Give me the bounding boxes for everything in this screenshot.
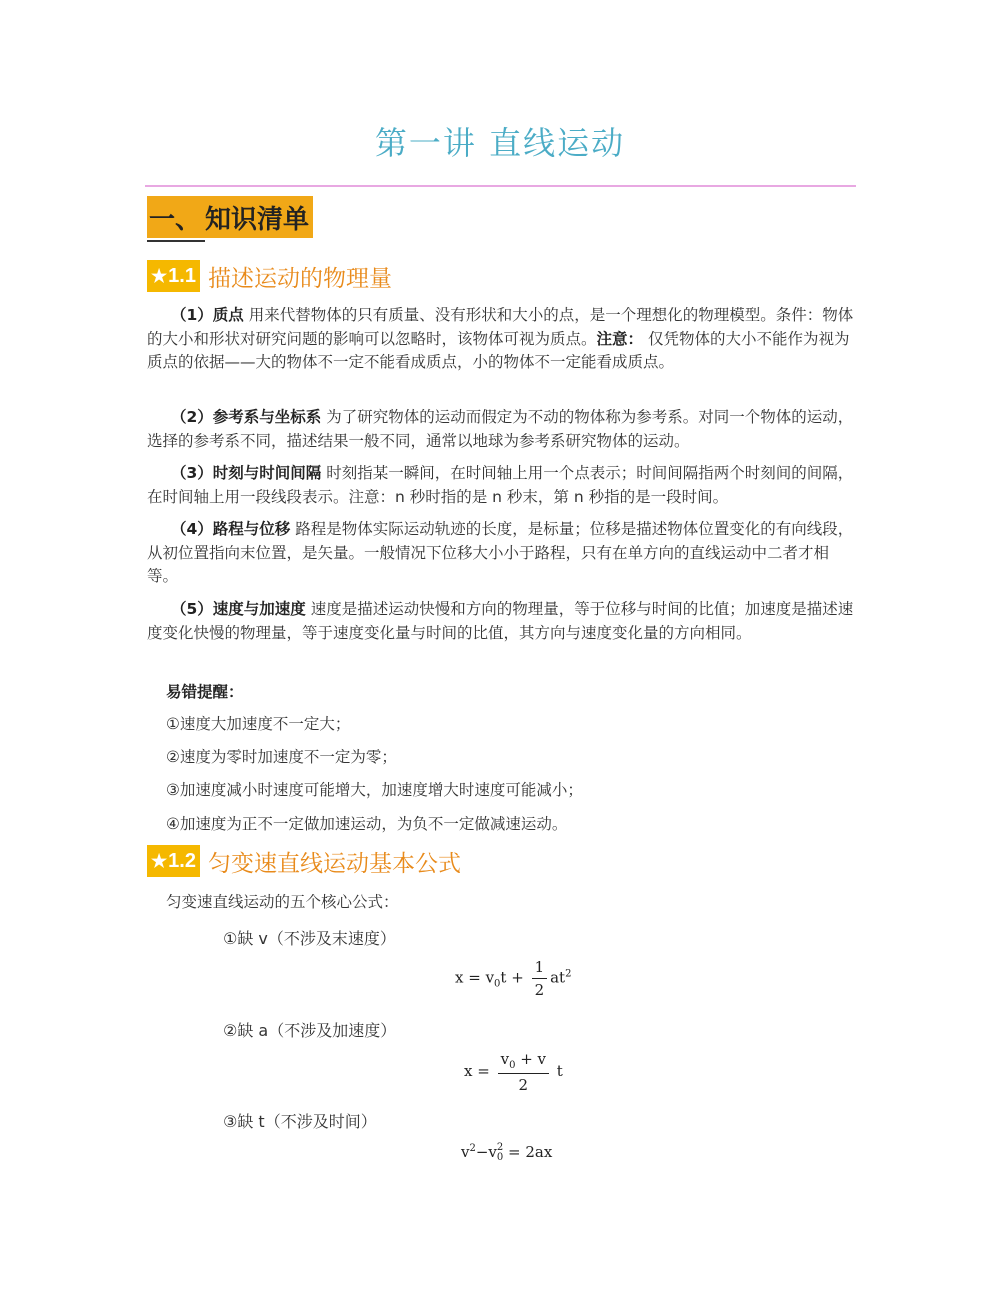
formula-2: x = $\frac{v_0 + v}{2}$ t [464,1050,563,1094]
section-number: 一、 [147,199,205,236]
section-label: 知识清单 [205,204,310,235]
star-icon: ★ [151,265,168,286]
formula-case-3: ③缺 t（不涉及时间） [223,1112,377,1131]
page-title: 第一讲 直线运动 [374,124,626,162]
paragraph-item-4: （4）路程与位移 路程是物体实际运动轨迹的长度，是标量；位移是描述物体位置变化的有向线段，从初位置指向末位置，是矢量。一般情况下位移大小小于路程，只有在单方向的直线运动中二者才相等。 [147,520,854,585]
formulas-intro: 匀变速直线运动的五个核心公式： [166,893,399,911]
tips-heading: 易错提醒： [166,683,244,701]
tip-item: ④加速度为正不一定做加速运动，为负不一定做减速运动。 [166,815,568,833]
subsection-label: 匀变速直线运动基本公式 [207,850,461,877]
paragraph-item-5: （5）速度与加速度 速度是描述运动快慢和方向的物理量，等于位移与时间的比值；加速度是描述速度变化快慢的物理量，等于速度变化量与时间的比值，其方向与速度变化量的方向相同。 [147,600,854,642]
paragraph-item-2: （2）参考系与坐标系 为了研究物体的运动而假定为不动的物体称为参考系。对同一个物体的运动，选择的参考系不同，描述结果一般不同，通常以地球为参考系研究物体的运动。 [147,408,854,450]
subsection-badge: ★ 1.1 [147,260,200,292]
title-divider [145,185,856,187]
formula-1: $x = v_0t$ + $\frac{1}{2}$ $at^2$ [455,958,572,999]
formula-case-1: ①缺 v（不涉及末速度） [223,929,396,948]
tip-item: ①速度大加速度不一定大； [166,715,351,733]
paragraph-item-1: （1）质点 用来代替物体的只有质量、没有形状和大小的点，是一个理想化的物理模型。条件：物体的大小和形状对研究问题的影响可以忽略时，该物体可视为质点。注意： 仅凭物体的大小不能作为视为质点的依据——大的物体不一定不能看成质点，小的物体不一定能看成质点。 [147,306,854,371]
tip-item: ③加速度减小时速度可能增大，加速度增大时速度可能减小； [166,781,583,799]
section-heading-knowledge-list [147,196,313,238]
subsection-heading-1-1 [147,260,392,292]
subsection-label: 描述运动的物理量 [207,265,392,292]
star-icon: ★ [151,850,168,871]
tip-item: ②速度为零时加速度不一定为零； [166,748,397,766]
formula-3: $v^2-v$ 2 0 = 2ax [461,1142,553,1163]
subsection-heading-1-2 [147,845,461,877]
paragraph-item-3: （3）时刻与时间间隔 时刻指某一瞬间，在时间轴上用一个点表示；时间间隔指两个时刻间的间隔，在时间轴上用一段线段表示。注意：n 秒时指的是 n 秒末，第 n 秒指的是一段时间。 [147,464,854,506]
subsection-badge: ★ 1.2 [147,845,200,877]
formula-case-2: ②缺 a（不涉及加速度） [223,1021,397,1040]
